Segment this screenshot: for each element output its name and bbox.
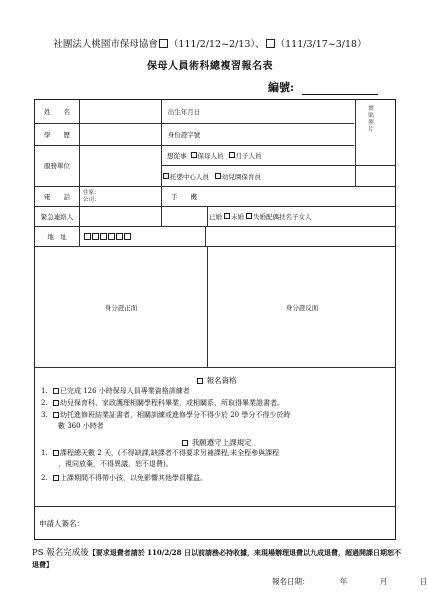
- day-label: 日: [419, 577, 427, 586]
- phone-fields[interactable]: [83, 187, 161, 206]
- postpartum-checkbox[interactable]: [229, 152, 235, 158]
- header-separator: 、: [255, 39, 265, 50]
- kindergarten-option: 幼兒園保育員: [222, 172, 261, 181]
- applicant-signature-label: 申請人簽名：: [39, 519, 84, 528]
- company-phone-label: 公司：: [83, 196, 100, 203]
- childcare-center-option: 托嬰中心人員: [170, 172, 209, 181]
- career-options-row2: [161, 166, 355, 186]
- name-label: 姓 名: [44, 108, 70, 116]
- session1-dates: （111/2/12~2/13）: [168, 39, 256, 50]
- qualification-item-2: 2. 幼兒保育科、家政護理相關學程科畢業，或相關系、所取得畢業證書者。: [41, 399, 284, 407]
- postal-digit-box[interactable]: [124, 233, 131, 240]
- registration-date: [272, 576, 427, 587]
- photo-box[interactable]: [356, 101, 396, 185]
- session2-dates: （111/3/17~3/18）: [275, 39, 367, 50]
- rules-title: 我願遵守上課規定: [35, 437, 397, 448]
- kindergarten-checkbox[interactable]: [215, 173, 221, 179]
- postal-digit-box[interactable]: [108, 233, 115, 240]
- month-label: 月: [379, 577, 388, 586]
- phone-label: 電 話: [44, 192, 70, 201]
- session1-checkbox[interactable]: [159, 39, 168, 48]
- postal-digit-box[interactable]: [100, 233, 107, 240]
- year-label: 年: [339, 577, 348, 586]
- form-title: 保母人員術科總複習報名表: [147, 61, 273, 72]
- address-field[interactable]: [206, 227, 396, 246]
- education-field[interactable]: [80, 124, 160, 144]
- unmarried-checkbox[interactable]: [224, 213, 230, 219]
- nanny-checkbox[interactable]: [191, 152, 197, 158]
- ps-lead: PS 報名完成後: [32, 548, 89, 558]
- qualification-item-3-cont: 數 360 小時者: [58, 422, 104, 430]
- career-options-row1: [167, 145, 355, 165]
- qualifications-checkbox[interactable]: [197, 378, 203, 384]
- session2-checkbox[interactable]: [266, 39, 275, 48]
- emergency-contact-field[interactable]: [80, 207, 206, 226]
- address-label: 地 址: [47, 232, 67, 241]
- org-name: 社團法人桃園市保母協會: [53, 39, 158, 50]
- photo-label: 實貼照片: [368, 106, 374, 133]
- postal-code-boxes[interactable]: [84, 226, 204, 246]
- marital-status-row: [209, 206, 397, 226]
- dob-label: 出生年月日: [167, 108, 201, 116]
- rules-agree-checkbox[interactable]: [182, 440, 188, 446]
- emergency-contact-label: 緊急連絡人: [40, 212, 74, 221]
- single-parent-option: 失婚配偶扶名子女人: [253, 212, 312, 221]
- dob-field[interactable]: [208, 101, 354, 122]
- employer-field[interactable]: [80, 146, 160, 185]
- id-back-area[interactable]: 身分證反面: [285, 303, 319, 312]
- postal-digit-box[interactable]: [92, 233, 99, 240]
- employer-label: 服務單位: [44, 162, 70, 170]
- mobile-label: 手 機: [171, 192, 197, 201]
- registration-date-label: 報名日期：: [272, 577, 310, 586]
- qualification-3-checkbox[interactable]: [53, 412, 59, 418]
- qualification-1-checkbox[interactable]: [53, 388, 59, 394]
- want-label: 想從事: [167, 151, 187, 160]
- single-parent-checkbox[interactable]: [246, 213, 252, 219]
- ps-note: [32, 547, 404, 571]
- education-label: 學 歷: [44, 130, 70, 139]
- rule-1-checkbox[interactable]: [53, 450, 59, 456]
- applicant-signature-field[interactable]: [115, 507, 395, 540]
- postpartum-option: 月子人員: [235, 151, 262, 160]
- married-label: 已婚: [209, 212, 222, 221]
- name-field[interactable]: [80, 101, 160, 122]
- postal-digit-box[interactable]: [116, 233, 123, 240]
- postal-digit-box[interactable]: [84, 233, 91, 240]
- mobile-field[interactable]: [208, 187, 396, 206]
- rule-item-1-cont: ，視同放棄，不得異議，恕不退費)。: [58, 460, 173, 468]
- nanny-option: 保母人員: [197, 151, 224, 160]
- rule-item-2: 2. 上課期間不得帶小孩，以免影響其他學員權益。: [41, 474, 207, 482]
- header-line: [0, 36, 420, 50]
- qualification-item-3: 3. 幼托進修班結業証書者，相關訓練或進修學分不得少於 20 學分不得少於時 數 360 小時者: [41, 410, 391, 432]
- registration-form: [34, 99, 396, 540]
- qualification-2-checkbox[interactable]: [53, 400, 59, 406]
- col-divider: [207, 206, 208, 226]
- id-number-label: 身份證字號: [167, 130, 201, 139]
- serial-label: 編號:: [268, 81, 295, 94]
- id-number-field[interactable]: [208, 124, 354, 144]
- row-divider: [35, 367, 395, 368]
- home-phone-label: 住家：: [83, 189, 100, 196]
- unmarried-option: 未婚: [231, 212, 244, 221]
- qualifications-title: 報名資格: [35, 375, 397, 386]
- childcare-center-checkbox[interactable]: [163, 173, 169, 179]
- rule-item-1: 1. 課程總天數 2 天，(不得缺課,缺課者不得要求另補課程,未全程參與課程 ，視同放棄，不得異議，恕不退費)。: [41, 448, 391, 470]
- qualification-item-1: 1. 已完成 126 小時保母人員專業資格訓練者: [41, 387, 190, 395]
- serial-number-field[interactable]: [302, 94, 378, 95]
- rule-2-checkbox[interactable]: [53, 475, 59, 481]
- id-front-area[interactable]: 身分證正面: [104, 303, 138, 312]
- ps-refund-policy: 【要求退費者請於 110/2/28 日以前請務必持收據，來現場辦理退費以九成退費，超過開課日期恕不退費】: [32, 548, 401, 569]
